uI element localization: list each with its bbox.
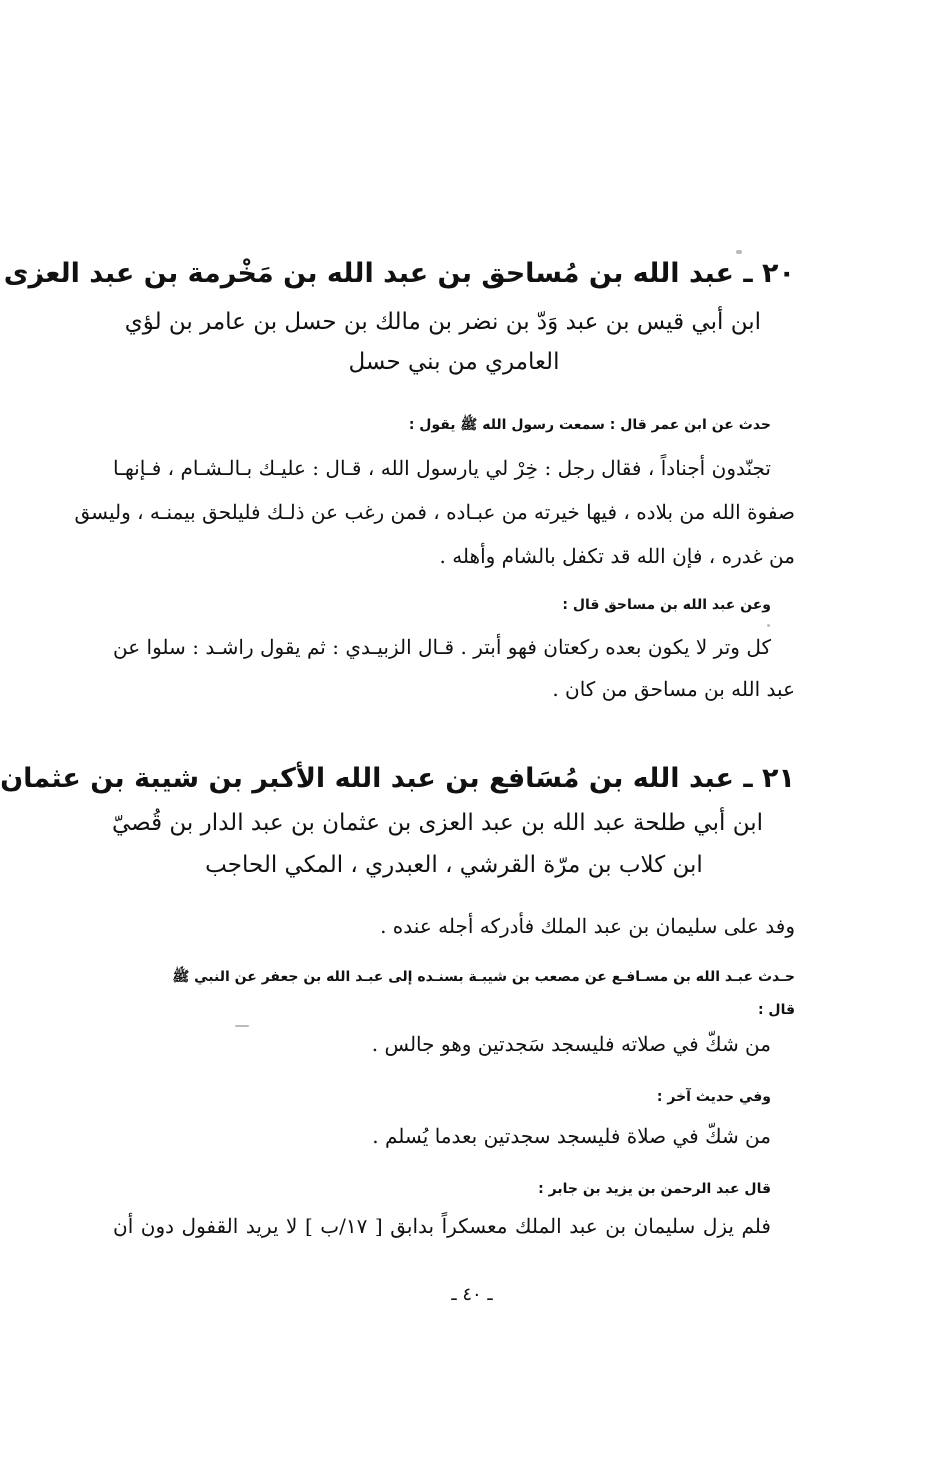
entry-20-hadith-1-line-3: من غدره ، فإن الله قد تكفل بالشام وأهله . <box>439 544 795 568</box>
entry-20-heading: ٢٠ ـ عبد الله بن مُساحق بن عبد الله بن مَخْرمة بن عبد العزى <box>3 258 795 289</box>
entry-20-lineage-line-2: العامري من بني حسل <box>348 349 560 375</box>
entry-20-isnad-1: حدث عن ابن عمر قال : سمعت رسول الله ﷺ يقول : <box>408 417 771 433</box>
scan-speck <box>767 624 770 627</box>
scan-speck <box>736 250 742 254</box>
entry-20-hadith-1-line-2: صفوة الله من بلاده ، فيها خيرته من عبـاده ، فمن رغب عن ذلـك فليلحق بيمنـه ، وليسق <box>74 500 795 524</box>
entry-21-heading: ٢١ ـ عبد الله بن مُسَافع بن عبد الله الأكبر بن شيبة بن عثمان <box>0 763 795 794</box>
entry-21-hadith-1: من شكّ في صلاته فليسجد سَجدتين وهو جالس . <box>371 1032 771 1056</box>
page-number: ـ ٤٠ ـ <box>451 1284 493 1305</box>
entry-21-note: وفد على سليمان بن عبد الملك فأدركه أجله عنده . <box>380 914 795 938</box>
entry-21-text-3: فلم يزل سليمان بن عبد الملك معسكراً بدابق [ ١٧/ب ] لا يريد القفول دون أن <box>113 1214 771 1238</box>
entry-21-lineage-line-2: ابن كلاب بن مرّة القرشي ، العبدري ، المكي الحاجب <box>205 852 703 878</box>
entry-21-isnad-1-continuation: قال : <box>757 1002 795 1018</box>
entry-20-lineage-line-1: ابن أبي قيس بن عبد وَدّ بن نضر بن مالك بن حسل بن عامر بن لؤي <box>124 309 761 335</box>
entry-20-isnad-2: وعن عبد الله بن مساحق قال : <box>562 597 771 613</box>
scan-speck <box>235 1025 249 1027</box>
entry-21-isnad-3: قال عبد الرحمن بن يزيد بن جابر : <box>538 1181 771 1197</box>
entry-21-isnad-2: وفي حديث آخر : <box>656 1089 771 1105</box>
entry-21-lineage-line-1: ابن أبي طلحة عبد الله بن عبد العزى بن عثمان بن عبد الدار بن قُصيّ <box>111 810 763 836</box>
entry-21-isnad-1: حـدث عبـد الله بن مسـافـع عن مصعب بن شيبـة بسنـده إلى عبـد الله بن جعفر عن النبي ﷺ <box>172 969 795 985</box>
entry-20-hadith-2-line-1: كل وتر لا يكون بعده ركعتان فهو أبتر . قـال الزبيـدي : ثم يقول راشـد : سلوا عن <box>113 635 771 659</box>
entry-20-hadith-1-line-1: تجنّدون أجناداً ، فقال رجل : خِرْ لي يارسول الله ، قـال : عليـك بـالـشـام ، فـإنهـا <box>113 456 771 480</box>
entry-20-hadith-2-line-2: عبد الله بن مساحق من كان . <box>552 677 795 701</box>
entry-21-hadith-2: من شكّ في صلاة فليسجد سجدتين بعدما يُسلم . <box>372 1124 771 1148</box>
